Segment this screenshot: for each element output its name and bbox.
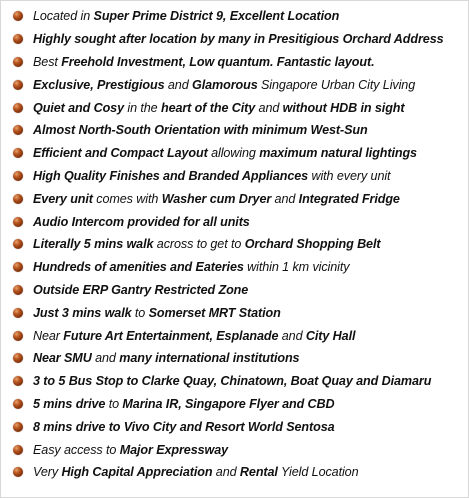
bullet-icon — [13, 308, 23, 318]
feature-text-bold: Rental — [239, 465, 278, 480]
feature-text-bold: Efficient and Compact Layout — [33, 146, 208, 161]
feature-text — [33, 146, 417, 160]
feature-text-normal: Best — [33, 54, 62, 69]
feature-text-normal: and — [278, 328, 306, 343]
list-item — [1, 438, 468, 461]
feature-text-normal: Yield Location — [277, 465, 359, 480]
feature-text — [33, 32, 444, 46]
feature-text-bold: 8 mins drive to Vivo City and Resort World Sentosa — [33, 419, 335, 434]
bullet-icon — [13, 445, 23, 455]
list-item — [1, 73, 468, 96]
feature-text-normal: and — [271, 191, 299, 206]
feature-text-normal: comes with — [92, 191, 162, 206]
feature-text-normal: and — [255, 100, 283, 115]
bullet-icon — [13, 194, 23, 204]
feature-text — [33, 397, 335, 411]
list-item — [1, 142, 468, 165]
feature-text-bold: Exclusive, Prestigious — [33, 77, 165, 92]
bullet-icon — [13, 103, 23, 113]
feature-text-bold: High Capital Appreciation — [61, 465, 213, 480]
feature-text-bold: Highly sought after location by many in Presitigious Orchard Address — [33, 32, 444, 47]
feature-text — [33, 9, 339, 23]
bullet-icon — [13, 125, 23, 135]
list-item — [1, 324, 468, 347]
feature-text — [33, 329, 355, 343]
list-item — [1, 279, 468, 302]
list-item — [1, 51, 468, 74]
feature-text-bold: Hundreds of amenities and Eateries — [33, 260, 244, 275]
feature-text-normal: allowing — [207, 146, 260, 161]
bullet-icon — [13, 399, 23, 409]
feature-text — [33, 55, 374, 69]
feature-text-bold: many international institutions — [119, 351, 300, 366]
feature-text-normal: across to get to — [153, 237, 245, 252]
feature-text-normal: to — [131, 305, 149, 320]
feature-text-normal: within 1 km vicinity — [243, 260, 350, 275]
feature-text-bold: City Hall — [305, 328, 356, 343]
feature-text — [33, 101, 405, 115]
list-item — [1, 5, 468, 28]
bullet-icon — [13, 353, 23, 363]
feature-text-normal: Near — [33, 328, 64, 343]
feature-text-bold: Freehold Investment, Low quantum. Fantastic layout. — [61, 54, 375, 69]
feature-text — [33, 443, 228, 457]
feature-text-normal: with every unit — [308, 168, 391, 183]
feature-text — [33, 192, 400, 206]
feature-text-normal: and — [212, 465, 240, 480]
feature-text-bold: Audio Intercom provided for all units — [33, 214, 250, 229]
bullet-icon — [13, 217, 23, 227]
feature-text-bold: Future Art Entertainment, Esplanade — [63, 328, 279, 343]
feature-list — [1, 1, 468, 484]
feature-text-bold: maximum natural lightings — [259, 146, 417, 161]
bullet-icon — [13, 171, 23, 181]
feature-text — [33, 215, 250, 229]
feature-text — [33, 237, 380, 251]
list-item — [1, 210, 468, 233]
feature-text-bold: Major Expressway — [119, 442, 229, 457]
feature-text-bold: 5 mins drive — [33, 396, 106, 411]
feature-text-bold: 3 to 5 Bus Stop to Clarke Quay, Chinatown, Boat Quay and Diamaru — [33, 374, 432, 389]
feature-text-bold: Every unit — [33, 191, 93, 206]
list-item — [1, 347, 468, 370]
feature-text-bold: heart of the City — [160, 100, 256, 115]
list-item — [1, 165, 468, 188]
feature-text-normal: Easy access to — [33, 442, 120, 457]
feature-text — [33, 420, 335, 434]
feature-text-normal: and — [91, 351, 120, 366]
feature-text-bold: Almost North-South Orientation with minimum West-Sun — [33, 123, 368, 138]
feature-text — [33, 351, 299, 365]
feature-text — [33, 283, 248, 297]
feature-text-normal: Singapore Urban City Living — [257, 77, 416, 92]
feature-text-bold: Outside ERP Gantry Restricted Zone — [33, 282, 249, 297]
list-item — [1, 187, 468, 210]
bullet-icon — [13, 148, 23, 158]
list-item — [1, 461, 468, 484]
bullet-icon — [13, 285, 23, 295]
feature-text-bold: Literally 5 mins walk — [33, 237, 154, 252]
feature-text — [33, 169, 390, 183]
feature-text-bold: without HDB in sight — [282, 100, 405, 115]
list-item — [1, 370, 468, 393]
feature-text-bold: Just 3 mins walk — [33, 305, 132, 320]
list-item — [1, 393, 468, 416]
feature-text-bold: Somerset MRT Station — [148, 305, 281, 320]
feature-text-normal: and — [164, 77, 193, 92]
list-item — [1, 28, 468, 51]
bullet-icon — [13, 239, 23, 249]
list-item — [1, 96, 468, 119]
feature-text — [33, 465, 358, 479]
bullet-icon — [13, 331, 23, 341]
bullet-icon — [13, 262, 23, 272]
feature-text — [33, 78, 415, 92]
list-item — [1, 415, 468, 438]
feature-text-bold: High Quality Finishes and Branded Appliances — [33, 168, 309, 183]
bullet-icon — [13, 34, 23, 44]
bullet-icon — [13, 80, 23, 90]
feature-text-bold: Near SMU — [33, 351, 92, 366]
feature-text-bold: Marina IR, Singapore Flyer and CBD — [122, 396, 335, 411]
bullet-icon — [13, 11, 23, 21]
feature-text — [33, 374, 431, 388]
feature-text-bold: Super Prime District 9, Excellent Location — [93, 9, 340, 24]
feature-text-bold: Quiet and Cosy — [33, 100, 124, 115]
list-item — [1, 233, 468, 256]
bullet-icon — [13, 422, 23, 432]
list-item — [1, 256, 468, 279]
feature-text — [33, 306, 281, 320]
feature-text-normal: in the — [123, 100, 161, 115]
feature-text-bold: Glamorous — [192, 77, 258, 92]
feature-text-bold: Integrated Fridge — [298, 191, 400, 206]
feature-text-normal: Very — [33, 465, 62, 480]
bullet-icon — [13, 57, 23, 67]
list-item — [1, 119, 468, 142]
bullet-icon — [13, 376, 23, 386]
feature-text-normal: to — [105, 396, 123, 411]
list-item — [1, 301, 468, 324]
feature-text — [33, 260, 349, 274]
feature-text-bold: Washer cum Dryer — [161, 191, 272, 206]
feature-text — [33, 123, 368, 137]
feature-text-bold: Orchard Shopping Belt — [244, 237, 381, 252]
bullet-icon — [13, 467, 23, 477]
feature-text-normal: Located in — [33, 9, 94, 24]
